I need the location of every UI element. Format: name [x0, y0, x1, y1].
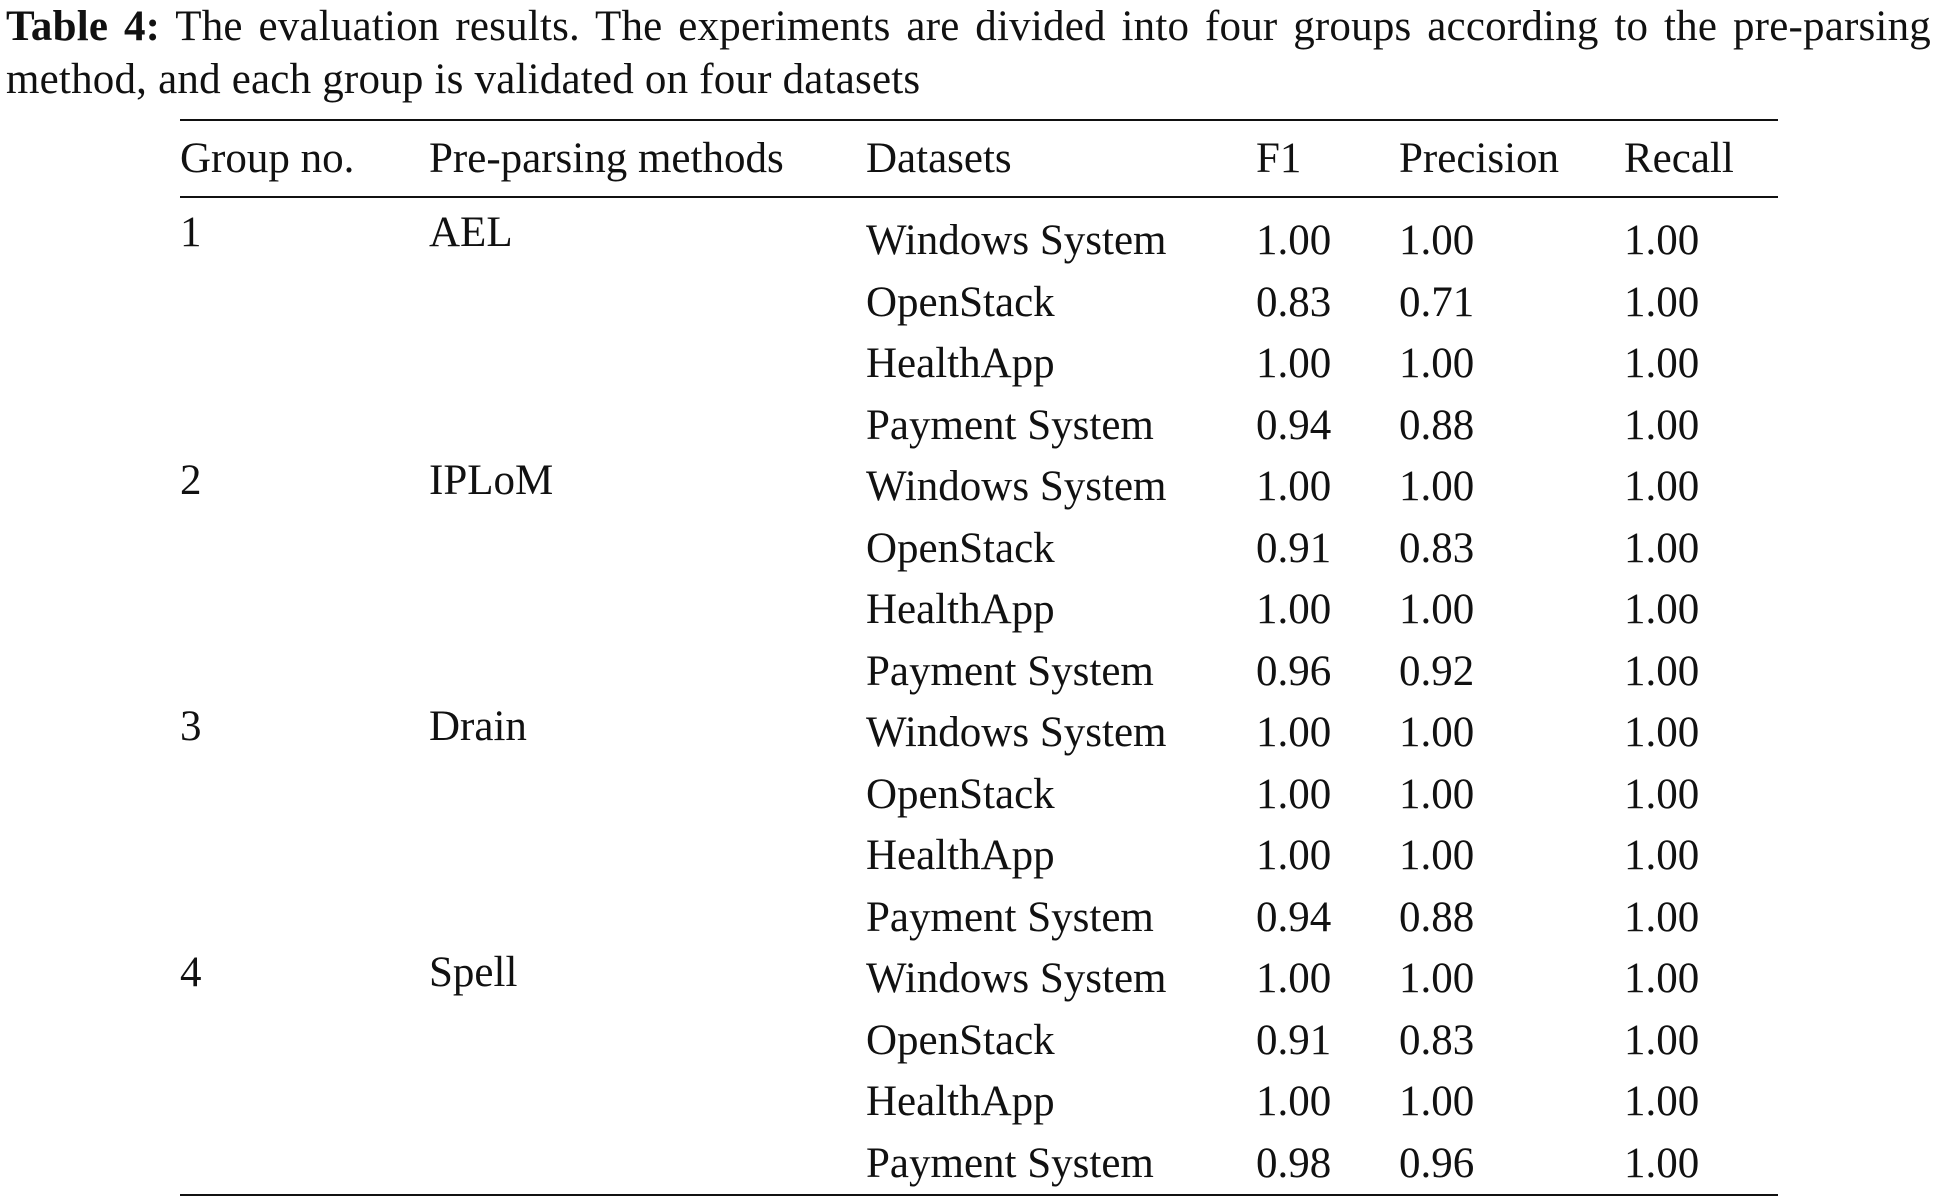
cell-recall: 1.00 [1624, 955, 1700, 1003]
caption-label: Table 4: [6, 3, 161, 50]
cell-f1: 1.00 [1256, 586, 1332, 634]
cell-dataset: HealthApp [866, 586, 1055, 634]
cell-f1: 1.00 [1256, 955, 1332, 1003]
cell-recall: 1.00 [1624, 709, 1700, 757]
cell-recall: 1.00 [1624, 586, 1700, 634]
cell-dataset: Payment System [866, 893, 1154, 941]
cell-precision: 0.83 [1399, 524, 1475, 572]
cell-f1: 0.94 [1256, 401, 1332, 449]
cell-f1: 0.91 [1256, 1016, 1332, 1064]
cell-recall: 1.00 [1624, 770, 1700, 818]
cell-f1: 1.00 [1256, 709, 1332, 757]
cell-dataset: Windows System [866, 217, 1167, 265]
cell-f1: 1.00 [1256, 217, 1332, 265]
cell-f1: 1.00 [1256, 1078, 1332, 1126]
table-header [180, 120, 1778, 197]
cell-precision: 1.00 [1399, 770, 1475, 818]
header-pre-parsing-methods: Pre-parsing methods [429, 135, 784, 182]
cell-group-no: 3 [180, 703, 202, 750]
cell-precision: 1.00 [1399, 586, 1475, 634]
cell-dataset: HealthApp [866, 832, 1055, 880]
cell-dataset: OpenStack [866, 524, 1055, 572]
cell-pre-parsing-method: AEL [429, 209, 513, 256]
cell-group-no: 4 [180, 949, 202, 996]
cell-recall: 1.00 [1624, 340, 1700, 388]
results-table-container [180, 119, 1778, 1196]
cell-group-no: 2 [180, 457, 202, 504]
cell-precision: 0.88 [1399, 893, 1475, 941]
cell-recall: 1.00 [1624, 463, 1700, 511]
cell-pre-parsing-method: IPLoM [429, 457, 554, 504]
table-row [180, 702, 1778, 764]
cell-dataset: Windows System [866, 709, 1167, 757]
header-row [180, 120, 1778, 197]
cell-precision: 0.71 [1399, 278, 1475, 326]
header-precision: Precision [1399, 135, 1560, 182]
cell-dataset: Payment System [866, 1139, 1154, 1187]
header-f1: F1 [1256, 135, 1302, 182]
cell-recall: 1.00 [1624, 278, 1700, 326]
cell-dataset: OpenStack [866, 278, 1055, 326]
cell-precision: 1.00 [1399, 1078, 1475, 1126]
cell-dataset: Payment System [866, 647, 1154, 695]
caption-text: The evaluation results. The experiments are divided into four groups according to the pre-parsing method, and each group is validated on four datasets [6, 3, 1931, 103]
header-group-no: Group no. [180, 135, 355, 182]
cell-recall: 1.00 [1624, 217, 1700, 265]
table-row [180, 948, 1778, 1010]
cell-recall: 1.00 [1624, 647, 1700, 695]
cell-recall: 1.00 [1624, 1078, 1700, 1126]
cell-f1: 0.91 [1256, 524, 1332, 572]
header-recall: Recall [1624, 135, 1734, 182]
cell-recall: 1.00 [1624, 524, 1700, 572]
cell-pre-parsing-method: Spell [429, 949, 518, 996]
cell-precision: 1.00 [1399, 709, 1475, 757]
cell-precision: 1.00 [1399, 463, 1475, 511]
header-datasets: Datasets [866, 135, 1012, 182]
cell-dataset: Windows System [866, 955, 1167, 1003]
cell-f1: 0.96 [1256, 647, 1332, 695]
cell-dataset: Payment System [866, 401, 1154, 449]
cell-recall: 1.00 [1624, 1139, 1700, 1187]
cell-pre-parsing-method: Drain [429, 703, 527, 750]
cell-dataset: OpenStack [866, 770, 1055, 818]
cell-group-no: 1 [180, 209, 202, 256]
cell-dataset: HealthApp [866, 340, 1055, 388]
cell-f1: 1.00 [1256, 463, 1332, 511]
table-row [180, 197, 1778, 272]
cell-recall: 1.00 [1624, 893, 1700, 941]
cell-dataset: Windows System [866, 463, 1167, 511]
cell-f1: 0.94 [1256, 893, 1332, 941]
cell-precision: 1.00 [1399, 217, 1475, 265]
cell-precision: 0.92 [1399, 647, 1475, 695]
cell-f1: 0.83 [1256, 278, 1332, 326]
table-body [180, 197, 1778, 1195]
cell-f1: 1.00 [1256, 832, 1332, 880]
cell-f1: 0.98 [1256, 1139, 1332, 1187]
table-caption [6, 0, 1931, 106]
cell-precision: 1.00 [1399, 340, 1475, 388]
cell-recall: 1.00 [1624, 401, 1700, 449]
results-table [180, 119, 1778, 1196]
cell-precision: 0.88 [1399, 401, 1475, 449]
cell-precision: 1.00 [1399, 832, 1475, 880]
cell-precision: 1.00 [1399, 955, 1475, 1003]
cell-precision: 0.96 [1399, 1139, 1475, 1187]
cell-dataset: OpenStack [866, 1016, 1055, 1064]
cell-f1: 1.00 [1256, 340, 1332, 388]
cell-f1: 1.00 [1256, 770, 1332, 818]
cell-recall: 1.00 [1624, 832, 1700, 880]
table-row [180, 456, 1778, 518]
cell-recall: 1.00 [1624, 1016, 1700, 1064]
cell-precision: 0.83 [1399, 1016, 1475, 1064]
cell-dataset: HealthApp [866, 1078, 1055, 1126]
